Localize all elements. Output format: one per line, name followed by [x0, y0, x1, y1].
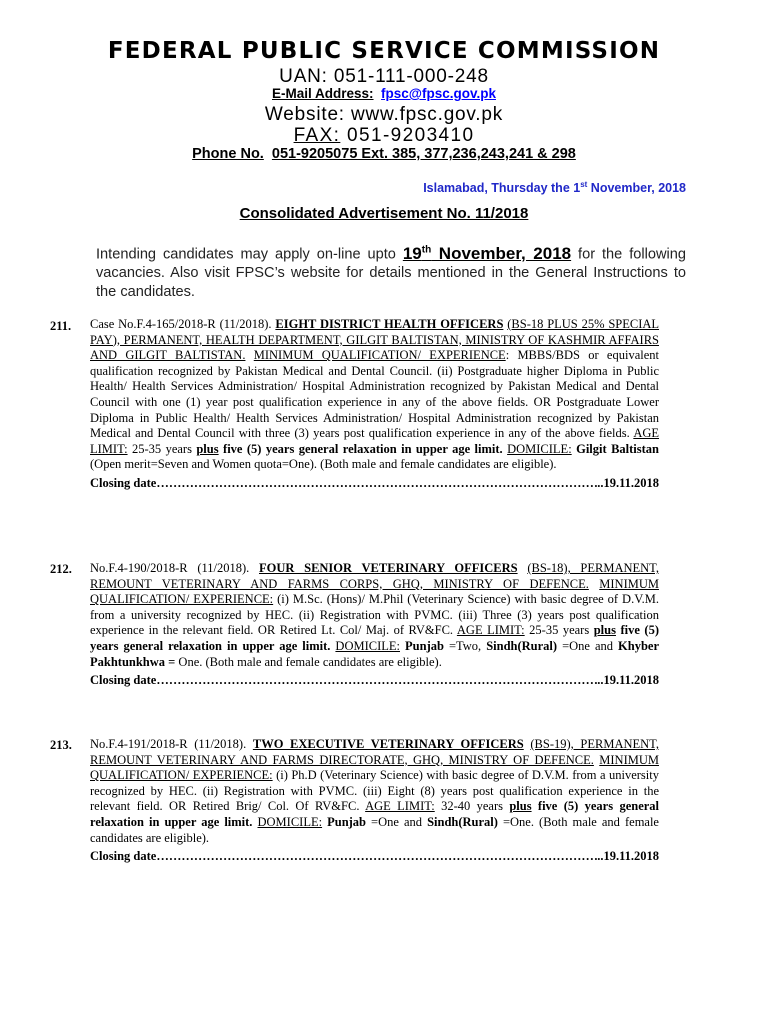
post-title: FOUR SENIOR VETERINARY OFFICERS	[259, 561, 518, 575]
age-relaxation: five (5) years general relaxation in upper age limit.	[218, 441, 503, 456]
vacancy-item	[90, 561, 659, 689]
qualification-text: (i) Ph.D (Veterinary Science) with basic degree of D.V.M. from a university recognized by HEC. (ii) Registration with PVMC. (iii) Eight (8) years post qualification experience in the relevant field. OR Retired Brig/ Col. Of RV&FC.	[90, 768, 659, 814]
age-limit-label: AGE LIMIT:	[365, 799, 435, 814]
leader-dots	[156, 476, 597, 492]
fax-line	[0, 125, 768, 147]
item-number: 213.	[50, 738, 72, 752]
deadline-day: 19	[402, 243, 422, 263]
fax-label: FAX:	[293, 125, 341, 146]
dateline-text: Islamabad, Thursday the 1	[423, 181, 581, 196]
post-details: (BS-19), PERMANENT, REMOUNT VETERINARY AND FARMS DIRECTORATE, GHQ, MINISTRY OF DEFENCE.	[90, 737, 660, 767]
phone-label: Phone No.	[192, 146, 264, 162]
closing-date-value: ..19.11.2018	[597, 849, 659, 864]
age-plus: plus	[593, 623, 616, 638]
email-link[interactable]: fpsc@fpsc.gov.pk	[381, 86, 496, 101]
domicile-label: DOMICILE:	[257, 814, 323, 829]
age-limit-label: AGE LIMIT:	[456, 623, 525, 638]
phone-line	[0, 146, 768, 162]
qualification-text: : MBBS/BDS or equivalent qualification recognized by Pakistan Medical and Dental Council. (ii) Postgraduate higher Diploma in Public Health/ Health Services Administration/ Hospital Administration recognized by Pakistan Medical and Dental Council with one (1) year post qualification experience in any of the above fields. OR Postgraduate Lower Diploma in Public Health/ Health Services Administration/ Hospital Administration recognized by Pakistan Medical and Dental Council with three (3) years post qualification experience in any of the above fields.	[90, 348, 659, 441]
domicile-text: One. (Both male and female candidates are eligible).	[175, 654, 442, 669]
phone-numbers: 051-9205075 Ext. 385, 377,236,243,241 & 298	[271, 146, 576, 162]
age-relaxation: five (5) years general relaxation in upper age limit.	[90, 799, 660, 829]
domicile-text: =One and	[557, 638, 619, 653]
closing-date-value: ..19.11.2018	[597, 673, 659, 688]
qualification-label: MINIMUM QUALIFICATION/ EXPERIENCE:	[90, 752, 659, 783]
intro-text: Intending candidates may apply on-line upto	[96, 246, 403, 263]
post-details: (BS-18 PLUS 25% SPECIAL PAY), PERMANENT, HEALTH DEPARTMENT, GILGIT BALTISTAN, MINISTRY OF KASHMIR AFFAIRS AND GILGIT BALTISTAN.	[90, 317, 660, 363]
closing-date-label: Closing date	[90, 475, 157, 490]
dateline-month: November, 2018	[587, 181, 686, 196]
advertisement-title	[0, 205, 768, 222]
closing-date-line	[90, 476, 659, 492]
email-label: E-Mail Address:	[272, 86, 374, 101]
post-title: TWO EXECUTIVE VETERINARY OFFICERS	[252, 737, 524, 751]
post-details: (BS-18), PERMANENT, REMOUNT VETERINARY AND FARMS CORPS, GHQ, MINISTRY OF DEFENCE.	[90, 561, 660, 591]
vacancy-item	[90, 317, 659, 492]
case-number: No.F.4-191/2018-R (11/2018).	[90, 737, 247, 751]
domicile-region: Khyber Pakhtunkhwa =	[90, 638, 660, 669]
closing-date-line	[90, 673, 659, 689]
age-limit-text: 25-35 years	[524, 623, 594, 638]
closing-date-label: Closing date	[90, 673, 157, 688]
domicile-text: (Open merit=Seven and Women quota=One). (Both male and female candidates are eligible).	[90, 457, 557, 472]
fax-number: 051-9203410	[340, 125, 475, 146]
age-plus: plus	[196, 441, 219, 456]
closing-date-label: Closing date	[90, 849, 157, 864]
dateline	[423, 180, 686, 195]
domicile-text: =One. (Both male and female candidates are eligible).	[90, 814, 659, 845]
age-limit-text: 32-40 years	[434, 799, 510, 814]
case-number: No.F.4-190/2018-R (11/2018).	[90, 561, 250, 575]
advertisement-title-text: Consolidated Advertisement No. 11/2018	[239, 205, 529, 222]
deadline-sup: th	[421, 244, 432, 255]
age-relaxation: five (5) years general relaxation in upper age limit.	[90, 623, 659, 653]
qualification-text: (i) M.Sc. (Hons)/ M.Phil (Veterinary Science) with basic degree of D.V.M. from a university recognized by HEC. (ii) Registration with PVMC. (iii) Three (3) years post qualification experience in the relevant field. OR Retired Lt. Col/ Maj. of RV&FC.	[90, 592, 659, 638]
website-line[interactable]: Website: www.fpsc.gov.pk	[264, 104, 504, 125]
intro-text-end: for the following vacancies. Also visit FPSC’s website for details mentioned in the General Instructions to the candidates.	[96, 246, 686, 300]
closing-deadline	[403, 244, 571, 263]
closing-date-value: ..19.11.2018	[597, 475, 659, 490]
vacancy-item	[90, 737, 659, 865]
domicile-label: DOMICILE:	[507, 441, 572, 456]
domicile-region: Punjab	[327, 814, 367, 829]
domicile-text: =Two,	[443, 638, 487, 653]
qualification-label: MINIMUM QUALIFICATION/ EXPERIENCE	[253, 348, 506, 363]
age-limit-label: AGE LIMIT:	[90, 426, 660, 456]
closing-date-line	[90, 849, 659, 865]
qualification-label: MINIMUM QUALIFICATION/ EXPERIENCE:	[90, 576, 659, 607]
deadline-month: November, 2018	[431, 243, 572, 263]
case-number: Case No.F.4-165/2018-R (11/2018).	[90, 317, 272, 331]
item-number: 211.	[50, 319, 72, 333]
domicile-region: Sindh(Rural)	[427, 814, 498, 829]
email-line	[0, 86, 768, 101]
leader-dots	[156, 849, 597, 865]
intro-paragraph	[96, 241, 686, 301]
item-number: 212.	[50, 562, 72, 576]
domicile-region: Punjab	[405, 638, 444, 653]
dateline-sup: st	[580, 180, 588, 189]
domicile-region: Sindh(Rural)	[486, 638, 558, 653]
domicile-text: =One and	[366, 814, 428, 829]
domicile-region: Gilgit Baltistan	[576, 441, 659, 456]
leader-dots	[156, 673, 597, 689]
age-limit-text: 25-35 years	[127, 441, 197, 456]
post-title: EIGHT DISTRICT HEALTH OFFICERS	[275, 317, 504, 331]
age-plus: plus	[509, 799, 532, 814]
org-name: FEDERAL PUBLIC SERVICE COMMISSION	[107, 38, 661, 64]
domicile-label: DOMICILE:	[335, 638, 400, 653]
uan-number: UAN: 051-111-000-248	[279, 66, 489, 87]
